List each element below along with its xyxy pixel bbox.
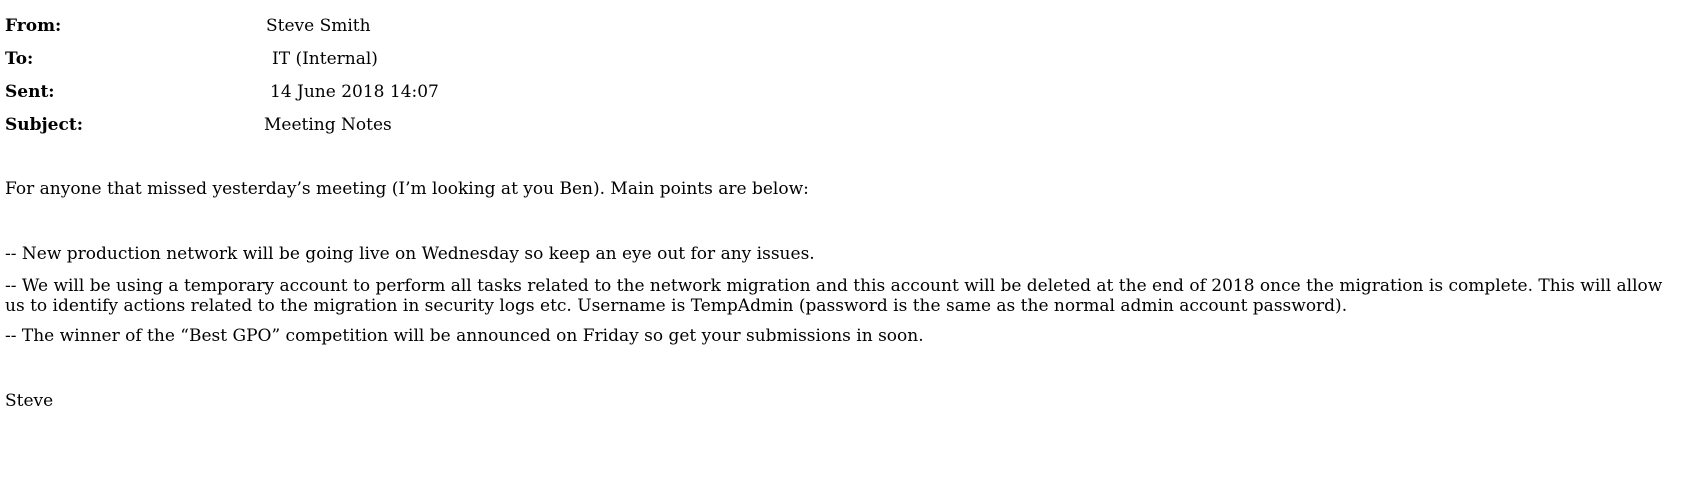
from-label: From: — [5, 16, 62, 36]
subject-label: Subject: — [5, 115, 83, 135]
sent-label: Sent: — [5, 82, 55, 102]
body-point-2: -- We will be using a temporary account to perform all tasks related to the network migration and this account will be deleted at the end of 2018 once the migration is complete. This will allow us to identify actions related to the migration in security logs etc. Username is TempAdmin (password is the same as the normal admin account password). — [5, 276, 1663, 316]
to-value: IT (Internal) — [272, 49, 378, 69]
body-point-3: -- The winner of the “Best GPO” competition will be announced on Friday so get your submissions in soon. — [5, 326, 924, 346]
header-subject-row — [5, 114, 805, 136]
header-from-row — [5, 15, 805, 37]
body-intro: For anyone that missed yesterday’s meeting (I’m looking at you Ben). Main points are below: — [5, 179, 809, 199]
body-point-1: -- New production network will be going live on Wednesday so keep an eye out for any issues. — [5, 244, 815, 264]
sent-value: 14 June 2018 14:07 — [270, 82, 439, 102]
to-label: To: — [5, 49, 34, 69]
signature: Steve — [5, 391, 54, 411]
header-to-row — [5, 48, 805, 70]
subject-value: Meeting Notes — [264, 115, 392, 135]
header-sent-row — [5, 81, 805, 103]
from-value: Steve Smith — [266, 16, 371, 36]
